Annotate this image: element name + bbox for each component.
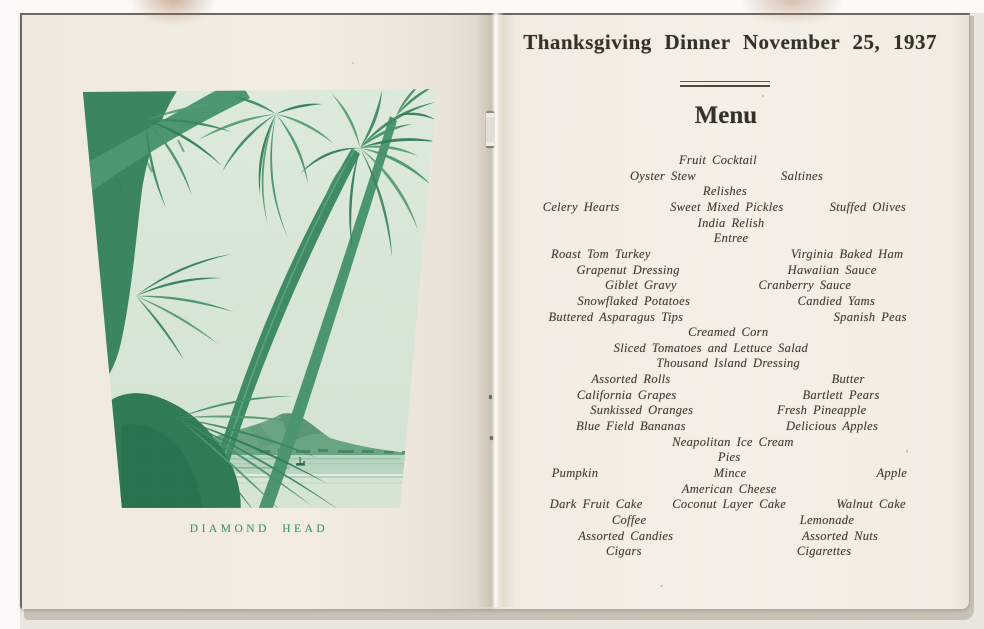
menu-row bbox=[505, 450, 975, 464]
menu-item: Celery Hearts bbox=[542, 199, 620, 214]
staple-mark-upper bbox=[489, 395, 492, 399]
menu-row bbox=[505, 544, 975, 558]
menu-item: Assorted Rolls bbox=[591, 372, 671, 387]
menu-row bbox=[505, 372, 975, 386]
menu-item: Assorted Nuts bbox=[802, 528, 879, 543]
dust-speck bbox=[906, 450, 908, 453]
menu-item: Sunkissed Oranges bbox=[590, 403, 694, 418]
menu-row bbox=[505, 231, 975, 245]
menu-row bbox=[505, 310, 975, 324]
halftone-texture bbox=[80, 86, 438, 516]
dust-speck bbox=[762, 95, 764, 97]
menu-item: Coconut Layer Cake bbox=[672, 497, 787, 512]
staple-mark-lower bbox=[490, 436, 493, 440]
menu-row bbox=[505, 247, 975, 261]
menu-item: Lemonade bbox=[799, 512, 855, 527]
menu-item: Assorted Candies bbox=[578, 528, 674, 543]
menu-row bbox=[505, 216, 975, 230]
staple bbox=[486, 111, 494, 148]
menu-row bbox=[505, 294, 975, 308]
menu-item: Dark Fruit Cake bbox=[549, 497, 643, 512]
menu-item: Neapolitan Ice Cream bbox=[672, 434, 794, 449]
menu-lines bbox=[505, 0, 975, 629]
menu-row bbox=[505, 263, 975, 277]
menu-item: Grapenut Dressing bbox=[576, 262, 680, 277]
menu-item: Creamed Corn bbox=[688, 325, 769, 340]
menu-row bbox=[505, 513, 975, 527]
scan-margin-left bbox=[0, 0, 20, 629]
menu-row bbox=[505, 497, 975, 511]
menu-item: Sliced Tomatoes and Lettuce Salad bbox=[613, 340, 809, 355]
menu-item: Walnut Cake bbox=[836, 497, 906, 512]
menu-item: Thousand Island Dressing bbox=[656, 356, 801, 371]
menu-item: India Relish bbox=[697, 215, 765, 230]
menu-row bbox=[505, 529, 975, 543]
illustration-caption: DIAMOND HEAD bbox=[189, 523, 329, 535]
menu-row bbox=[505, 169, 975, 183]
menu-item: Delicious Apples bbox=[786, 419, 879, 434]
menu-item: Entree bbox=[713, 231, 749, 246]
menu-title: Thanksgiving Dinner November 25, 1937 bbox=[523, 30, 938, 54]
menu-item: Snowflaked Potatoes bbox=[577, 293, 691, 308]
menu-item: Stuffed Olives bbox=[829, 199, 907, 214]
menu-item: Fruit Cocktail bbox=[678, 153, 757, 167]
menu-row bbox=[505, 482, 975, 496]
menu-row bbox=[505, 325, 975, 339]
menu-item: Butter bbox=[831, 372, 865, 387]
menu-item: Buttered Asparagus Tips bbox=[548, 309, 684, 324]
menu-row bbox=[505, 278, 975, 292]
menu-item: Pies bbox=[717, 450, 741, 465]
menu-item: Sweet Mixed Pickles bbox=[670, 199, 784, 214]
menu-row bbox=[505, 184, 975, 198]
menu-row bbox=[505, 341, 975, 355]
menu-row bbox=[505, 356, 975, 370]
menu-item: Bartlett Pears bbox=[802, 387, 880, 402]
menu-item: Apple bbox=[876, 466, 908, 480]
menu-row bbox=[505, 403, 975, 417]
menu-item: Mince bbox=[713, 466, 747, 480]
menu-row bbox=[505, 200, 975, 214]
dust-speck bbox=[352, 62, 354, 64]
menu-item: Virginia Baked Ham bbox=[790, 246, 904, 261]
menu-item: Spanish Peas bbox=[833, 309, 907, 324]
menu-page-content bbox=[505, 0, 975, 629]
diamond-head-illustration bbox=[80, 86, 438, 516]
menu-item: Roast Tom Turkey bbox=[551, 246, 651, 261]
menu-item: Giblet Gravy bbox=[604, 278, 677, 293]
menu-item: Oyster Stew bbox=[629, 168, 696, 183]
palm-beach-photo bbox=[80, 86, 438, 516]
menu-row bbox=[505, 419, 975, 433]
menu-item: Coffee bbox=[611, 512, 647, 527]
menu-item: Blue Field Bananas bbox=[576, 419, 686, 434]
menu-item: California Grapes bbox=[576, 387, 677, 402]
menu-item: Candied Yams bbox=[797, 293, 876, 308]
menu-item: Relishes bbox=[702, 184, 747, 199]
menu-row bbox=[505, 435, 975, 449]
menu-item: American Cheese bbox=[681, 481, 777, 496]
menu-item: Cranberry Sauce bbox=[758, 278, 852, 293]
menu-row bbox=[505, 153, 975, 167]
dust-speck bbox=[660, 585, 663, 587]
menu-item: Fresh Pineapple bbox=[777, 403, 867, 418]
menu-item: Pumpkin bbox=[551, 466, 599, 480]
menu-item: Cigarettes bbox=[796, 544, 852, 559]
menu-item: Saltines bbox=[781, 168, 824, 183]
menu-item: Cigars bbox=[605, 544, 642, 559]
menu-row bbox=[505, 466, 975, 480]
menu-item: Hawaiian Sauce bbox=[787, 262, 877, 277]
menu-row bbox=[505, 388, 975, 402]
menu-heading: Menu bbox=[694, 102, 758, 129]
